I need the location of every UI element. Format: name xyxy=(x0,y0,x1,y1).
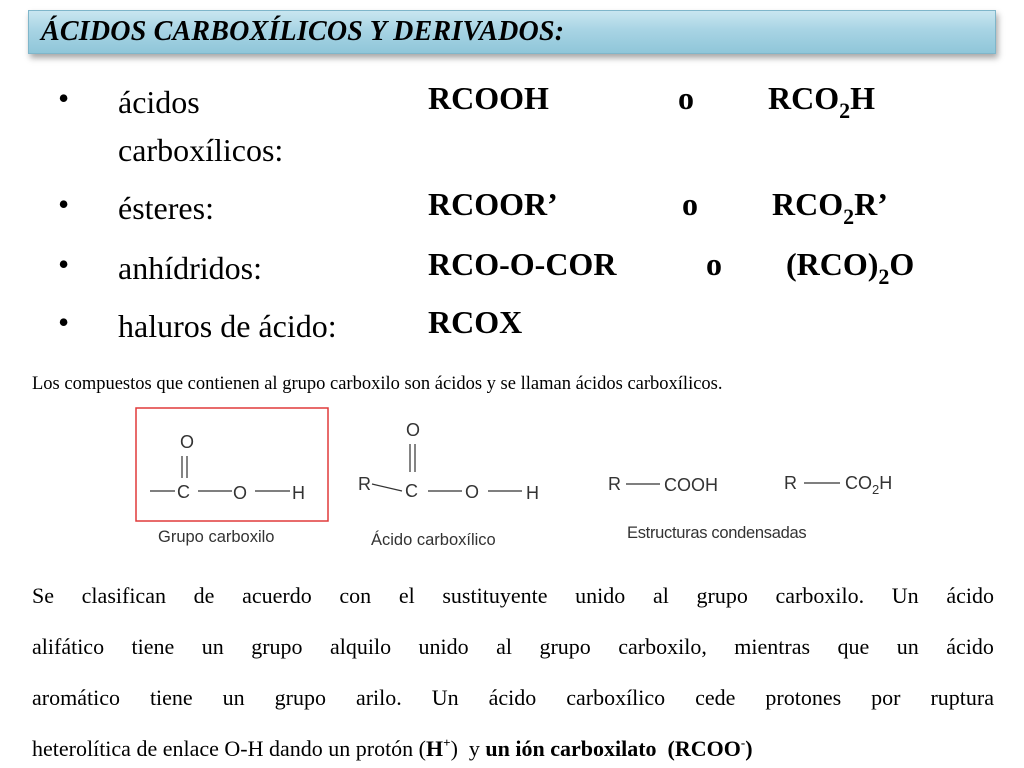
paragraph-text: heterolítica de enlace O-H dando un protón ( xyxy=(32,736,427,761)
oxygen-label: O xyxy=(233,483,248,503)
paragraph-word: ruptura xyxy=(930,685,994,710)
paragraph-word: Un xyxy=(431,685,459,710)
bullet-term: anhídridos: xyxy=(118,250,262,286)
paragraph-word: ácido xyxy=(946,634,994,659)
condensed-formula: COOH xyxy=(664,475,718,495)
bullet-term: ésteres: xyxy=(118,190,214,226)
paragraph-word: carboxilo. xyxy=(775,583,865,608)
paragraph-line-2 xyxy=(32,621,994,672)
formula-condensed: $RCO_2H$ xyxy=(768,80,875,123)
paragraph-line-1 xyxy=(32,570,994,621)
oxygen-label: O xyxy=(180,432,195,452)
highlight-box xyxy=(136,408,328,521)
paragraph-word: clasifican xyxy=(81,583,166,608)
caption-carboxyl-group: Grupo carboxilo xyxy=(158,528,275,546)
paragraph-word: de xyxy=(193,583,215,608)
paragraph-word: alquilo xyxy=(329,634,392,659)
hydrogen-label: H xyxy=(292,483,305,503)
paragraph-word: al xyxy=(652,583,669,608)
paragraph-word: por xyxy=(871,685,901,710)
formula: RCOOH xyxy=(428,80,549,116)
paragraph-word: al xyxy=(496,634,513,659)
paragraph-text: ) y xyxy=(450,736,486,761)
bullet-icon: • xyxy=(58,246,70,282)
paragraph-word: carboxílico xyxy=(566,685,666,710)
carbon-label: C xyxy=(177,482,190,502)
paragraph-word: protones xyxy=(765,685,842,710)
paragraph-word: tiene xyxy=(131,634,175,659)
paragraph-word: grupo xyxy=(539,634,591,659)
paragraph-word: mientras xyxy=(734,634,811,659)
bullet-icon: • xyxy=(58,80,70,116)
carboxylate-term: un ión carboxilato xyxy=(485,736,657,761)
paragraph-word: ácido xyxy=(946,583,994,608)
bullet-icon: • xyxy=(58,304,70,340)
formula: RCO-O-COR xyxy=(428,246,617,282)
paragraph-line-3 xyxy=(32,672,994,723)
paragraph-line-4 xyxy=(32,723,994,768)
paragraph-word: cede xyxy=(695,685,736,710)
caption-condensed-structures: Estructuras condensadas xyxy=(627,524,807,542)
slide-title: ÁCIDOS CARBOXÍLICOS Y DERIVADOS: xyxy=(41,16,565,47)
oxygen-label: O xyxy=(406,420,421,440)
r-group-label: R xyxy=(608,474,621,494)
paragraph-word: un xyxy=(222,685,245,710)
paragraph-word: unido xyxy=(418,634,469,659)
formula: RCOOR’ xyxy=(428,186,558,222)
paragraph-word: con xyxy=(339,583,372,608)
paragraph-word: sustituyente xyxy=(442,583,548,608)
oxygen-label: O xyxy=(465,482,480,502)
bullet-term: haluros de ácido: xyxy=(118,308,337,344)
paragraph-word: Un xyxy=(891,583,919,608)
paragraph-word: arilo. xyxy=(355,685,402,710)
paragraph-word: Se xyxy=(32,583,54,608)
formula-separator: o xyxy=(706,246,722,282)
paragraph-word: acuerdo xyxy=(242,583,312,608)
paragraph-word: unido xyxy=(575,583,626,608)
paragraph-word: un xyxy=(896,634,919,659)
bullet-term: ácidos xyxy=(118,84,200,120)
paragraph-word: que xyxy=(837,634,870,659)
r-group-label: R xyxy=(784,473,797,493)
formula-condensed: $(RCO)_2O$ xyxy=(786,246,915,289)
paragraph-word: un xyxy=(201,634,224,659)
paragraph-word: grupo xyxy=(696,583,748,608)
bullet-icon: • xyxy=(58,186,70,222)
formula: RCOX xyxy=(428,304,523,340)
r-group-label: R xyxy=(358,474,371,494)
paragraph-word: alifático xyxy=(32,634,105,659)
proton-symbol: H+ xyxy=(426,735,451,761)
paragraph-word: grupo xyxy=(251,634,303,659)
paragraph-word: grupo xyxy=(274,685,326,710)
intro-text: Los compuestos que contienen al grupo carboxilo son ácidos y se llaman ácidos carboxílicos. xyxy=(32,374,723,394)
formula-separator: o xyxy=(682,186,698,222)
caption-carboxylic-acid: Ácido carboxílico xyxy=(371,531,496,549)
formula-separator: o xyxy=(678,80,694,116)
carbon-label: C xyxy=(405,481,418,501)
hydrogen-label: H xyxy=(526,483,539,503)
bullet-term-cont: carboxílicos: xyxy=(118,132,284,168)
condensed-formula-co2h: $CO_2H$ xyxy=(845,473,893,497)
formula-condensed: $RCO_2R$’ xyxy=(772,186,888,229)
bond xyxy=(372,484,402,491)
carboxylate-formula: (RCOO-) xyxy=(656,735,753,761)
explanation-paragraph xyxy=(32,570,994,768)
paragraph-word: ácido xyxy=(488,685,537,710)
paragraph-word: el xyxy=(398,583,415,608)
paragraph-word: carboxilo, xyxy=(618,634,707,659)
paragraph-word: tiene xyxy=(149,685,193,710)
paragraph-word: aromático xyxy=(32,685,120,710)
